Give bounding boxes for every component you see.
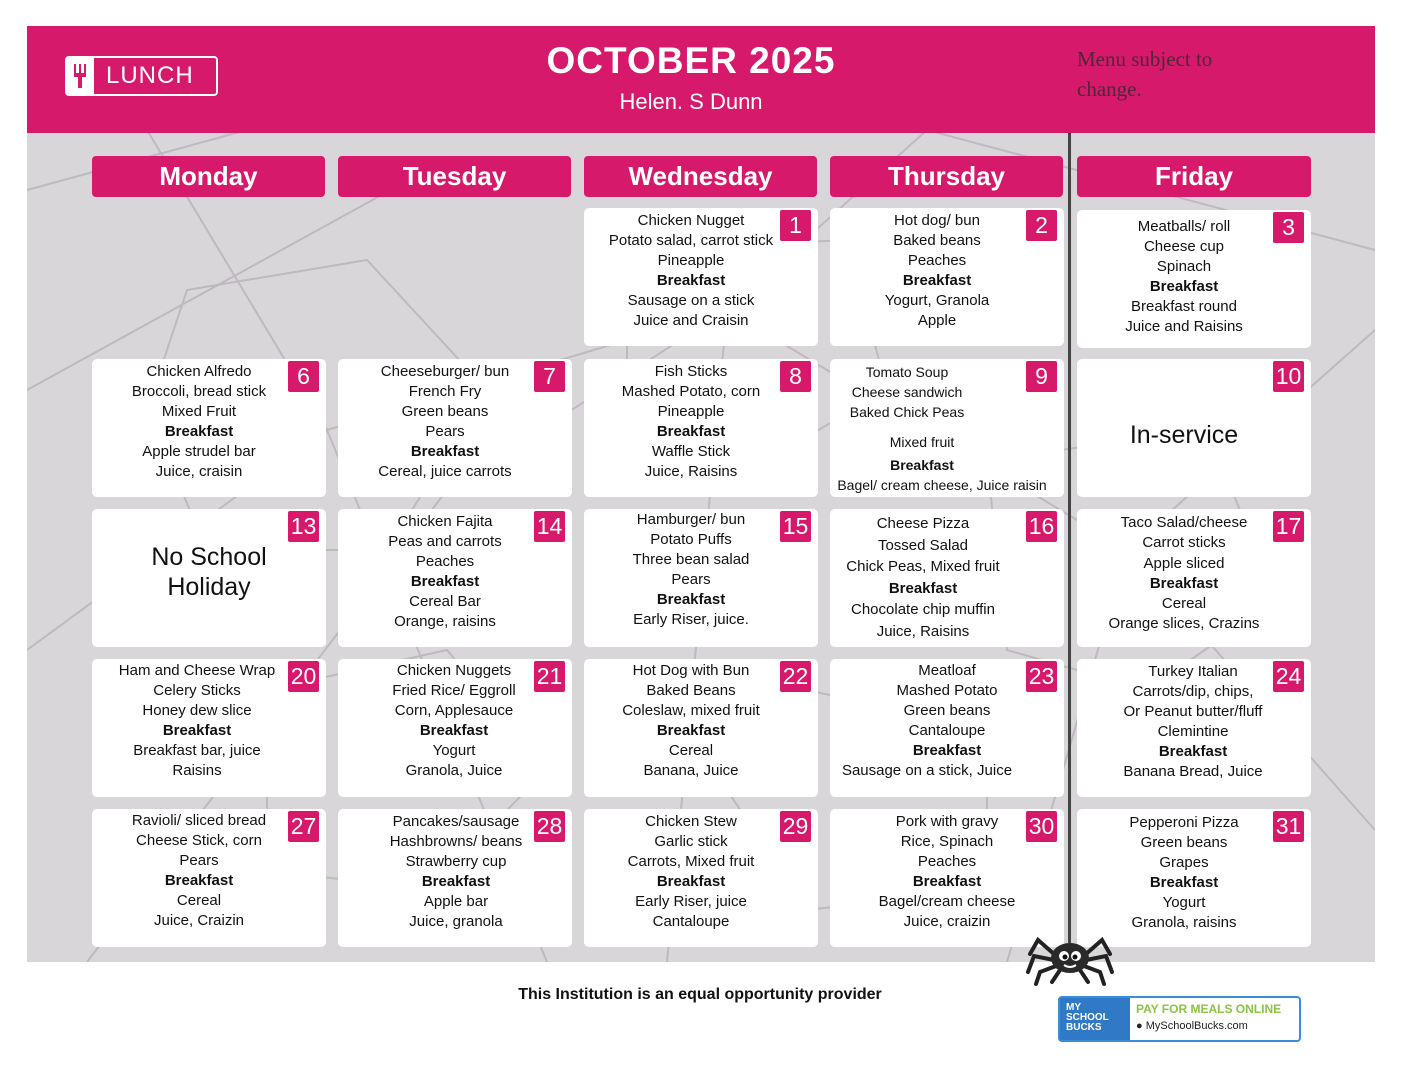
menu-line: Early Riser, juice	[635, 893, 747, 910]
menu-items	[584, 661, 798, 781]
logo-line: SCHOOL	[1066, 1012, 1109, 1023]
day-cell-21	[338, 659, 572, 797]
menu-line: Yogurt	[1162, 894, 1206, 911]
breakfast-heading: Breakfast	[1158, 743, 1228, 760]
menu-line: Pineapple	[657, 252, 725, 269]
menu-line: Yogurt, Granola	[884, 292, 990, 309]
breakfast-heading: Breakfast	[890, 457, 954, 473]
menu-line: Mixed Fruit	[161, 403, 237, 420]
menu-line: Early Riser, juice.	[633, 611, 749, 628]
menu-line: Carrots/dip, chips,	[1132, 683, 1254, 700]
menu-line: Banana Bread, Juice	[1123, 763, 1263, 780]
day-cell-2	[830, 208, 1064, 346]
breakfast-heading: Breakfast	[419, 722, 489, 739]
menu-line: Mashed Potato	[896, 682, 998, 699]
menu-line: Celery Sticks	[153, 682, 241, 699]
menu-line: Cantaloupe	[652, 913, 730, 930]
menu-line: Coleslaw, mixed fruit	[622, 702, 760, 719]
day-cell-23	[830, 659, 1064, 797]
breakfast-heading: Breakfast	[912, 873, 982, 890]
menu-line: Carrot sticks	[1142, 534, 1226, 552]
weekday-thursday: Thursday	[830, 156, 1063, 197]
myschoolbucks-text	[1130, 998, 1287, 1040]
breakfast-heading: Breakfast	[656, 272, 726, 289]
holiday-text: Holiday	[167, 573, 251, 601]
day-number: 31	[1273, 811, 1304, 842]
menu-line: Tossed Salad	[877, 536, 969, 554]
menu-line: Taco Salad/cheese	[1120, 514, 1248, 531]
menu-line: Chicken Nuggets	[396, 662, 512, 679]
menu-items	[584, 211, 798, 331]
day-cell-3	[1077, 210, 1311, 348]
menu-line: Cheeseburger/ bun	[380, 363, 510, 380]
day-number: 9	[1026, 361, 1057, 392]
menu-line: Peaches	[907, 252, 967, 269]
menu-line: Cheese Stick, corn	[136, 832, 262, 849]
menu-line: Sausage on a stick	[627, 292, 755, 309]
menu-line: Baked Beans	[646, 682, 736, 699]
menu-line: Waffle Stick	[651, 443, 731, 460]
menu-line: Pears	[179, 852, 219, 869]
menu-line: Garlic stick	[654, 833, 728, 850]
breakfast-heading: Breakfast	[888, 579, 958, 597]
day-cell-1	[584, 208, 818, 346]
menu-line: Chocolate chip muffin	[851, 601, 995, 618]
day-number: 14	[534, 511, 565, 542]
menu-line: Juice, Raisins	[644, 463, 738, 480]
day-number: 20	[288, 661, 319, 692]
menu-line: Juice, Craizin	[153, 912, 245, 929]
day-cell-28	[338, 809, 572, 947]
day-number: 13	[288, 511, 319, 542]
menu-line: Cheese Pizza	[876, 515, 970, 532]
day-cell-10	[1077, 359, 1311, 497]
menu-items	[830, 661, 1064, 781]
logo-line: BUCKS	[1066, 1022, 1102, 1033]
day-number: 8	[780, 361, 811, 392]
day-number: 29	[780, 811, 811, 842]
menu-line: Green beans	[1140, 834, 1228, 851]
menu-line: Juice, Raisins	[876, 622, 970, 640]
menu-line: Juice and Craisin	[633, 312, 749, 329]
day-number: 24	[1273, 661, 1304, 692]
menu-line: Or Peanut butter/fluff	[1123, 703, 1263, 720]
menu-line: Green beans	[401, 403, 489, 420]
menu-line: Fried Rice/ Eggroll	[392, 682, 516, 699]
day-cell-27	[92, 809, 326, 947]
menu-line: Ravioli/ sliced bread	[131, 812, 267, 829]
lunch-label: LUNCH	[106, 62, 194, 89]
breakfast-heading: Breakfast	[656, 722, 726, 739]
day-cell-16	[830, 509, 1064, 647]
menu-line: Honey dew slice	[142, 702, 252, 719]
menu-line: Chicken Fajita	[397, 513, 493, 530]
day-number: 3	[1273, 212, 1304, 243]
menu-line: Juice, craizin	[903, 913, 991, 930]
day-cell-22	[584, 659, 818, 797]
menu-items	[584, 812, 798, 932]
menu-line: Granola, raisins	[1131, 914, 1237, 931]
menu-line: Pancakes/sausage	[392, 813, 520, 830]
menu-line: Mixed fruit	[889, 434, 955, 450]
menu-line: Pepperoni Pizza	[1129, 814, 1239, 831]
menu-line: Banana, Juice	[643, 762, 739, 779]
menu-line: Baked Chick Peas	[849, 404, 965, 420]
menu-line: Pears	[425, 423, 465, 440]
menu-items	[338, 661, 570, 781]
menu-line: Fish Sticks	[654, 363, 728, 380]
logo-line: MY	[1066, 1002, 1081, 1013]
breakfast-heading: Breakfast	[656, 423, 726, 440]
menu-line: Chick Peas, Mixed fruit	[846, 558, 1000, 575]
menu-line: Cereal, juice carrots	[378, 463, 512, 480]
myschoolbucks-url[interactable]	[1136, 1020, 1281, 1032]
menu-line: Corn, Applesauce	[394, 702, 514, 719]
menu-line: Orange, raisins	[394, 613, 496, 630]
day-cell-13	[92, 509, 326, 647]
menu-items	[1077, 662, 1311, 782]
menu-line: Peaches	[917, 853, 977, 870]
menu-items	[830, 362, 1054, 495]
menu-items	[1077, 513, 1291, 635]
menu-line: French Fry	[408, 383, 482, 400]
menu-line: Clemintine	[1157, 723, 1229, 740]
menu-items	[830, 513, 1016, 642]
menu-line: Cereal	[668, 742, 714, 759]
menu-line: Juice, craisin	[155, 463, 243, 480]
menu-line: Cereal	[1161, 595, 1207, 613]
day-number: 28	[534, 811, 565, 842]
menu-items	[92, 362, 306, 482]
menu-line: Apple strudel bar	[142, 443, 256, 460]
spider-icon	[1024, 926, 1116, 988]
breakfast-heading: Breakfast	[162, 722, 232, 739]
day-cell-7	[338, 359, 572, 497]
menu-line: Bagel/cream cheese	[878, 893, 1016, 910]
menu-items	[92, 811, 306, 931]
weekday-tuesday: Tuesday	[338, 156, 571, 197]
day-number: 10	[1273, 361, 1304, 392]
breakfast-heading: Breakfast	[410, 573, 480, 590]
breakfast-heading: Breakfast	[656, 873, 726, 890]
menu-items	[338, 512, 552, 632]
day-number: 22	[780, 661, 811, 692]
menu-items	[584, 362, 798, 482]
menu-items	[1077, 217, 1291, 337]
equal-opportunity-statement: This Institution is an equal opportunity provider	[518, 986, 882, 1003]
menu-items	[92, 661, 302, 781]
menu-line: Pineapple	[657, 403, 725, 420]
menu-line: Chicken Nugget	[637, 212, 745, 229]
pointer-icon: ●	[1136, 1020, 1143, 1032]
header-banner	[27, 26, 1375, 133]
menu-line: Apple sliced	[1143, 554, 1225, 572]
menu-line: Cantaloupe	[908, 722, 986, 739]
menu-line: Apple	[917, 312, 957, 329]
day-cell-29	[584, 809, 818, 947]
menu-line: Granola, Juice	[405, 762, 503, 779]
breakfast-heading: Breakfast	[410, 443, 480, 460]
menu-line: Baked beans	[893, 232, 981, 249]
menu-line: Meatloaf	[918, 662, 976, 679]
menu-line: Cheese sandwich	[851, 384, 963, 400]
day-cell-24	[1077, 659, 1311, 797]
menu-line: Sausage on a stick, Juice	[841, 762, 1013, 779]
menu-line: Yogurt	[432, 742, 476, 759]
day-number: 1	[780, 210, 811, 241]
weekday-wednesday: Wednesday	[584, 156, 817, 197]
menu-line: Cereal	[176, 892, 222, 909]
menu-line: Rice, Spinach	[900, 833, 994, 850]
breakfast-heading: Breakfast	[1149, 278, 1219, 295]
day-number: 2	[1026, 210, 1057, 241]
menu-line: Turkey Italian	[1148, 663, 1238, 680]
myschoolbucks-logo	[1060, 998, 1130, 1040]
menu-items	[584, 510, 798, 630]
day-number: 15	[780, 511, 811, 542]
myschoolbucks-badge[interactable]	[1058, 996, 1301, 1042]
menu-line: Apple bar	[423, 893, 489, 910]
spider-thread	[1068, 133, 1071, 943]
menu-line: Breakfast round	[1131, 298, 1237, 315]
breakfast-heading: Breakfast	[164, 423, 234, 440]
breakfast-heading: Breakfast	[912, 742, 982, 759]
day-cell-17	[1077, 509, 1311, 647]
menu-line: Broccoli, bread stick	[131, 383, 267, 400]
menu-line: Grapes	[1159, 854, 1209, 871]
day-cell-14	[338, 509, 572, 647]
menu-line: Cereal Bar	[409, 593, 481, 610]
menu-items	[338, 362, 552, 482]
breakfast-heading: Breakfast	[1149, 874, 1219, 891]
menu-line: Chicken Stew	[645, 813, 737, 830]
menu-line: Peas and carrots	[388, 533, 502, 550]
menu-line: Hamburger/ bun	[636, 511, 746, 528]
menu-line: Ham and Cheese Wrap	[118, 662, 276, 679]
menu-line: Cheese cup	[1143, 238, 1225, 255]
menu-line: Peaches	[415, 553, 475, 570]
breakfast-heading: Breakfast	[656, 591, 726, 608]
breakfast-heading: Breakfast	[902, 272, 972, 289]
no-school-text: No School	[151, 543, 267, 571]
school-name: Helen. S Dunn	[619, 89, 763, 114]
menu-line: Carrots, Mixed fruit	[627, 853, 755, 870]
menu-line: Hot dog/ bun	[894, 212, 980, 229]
menu-line: Breakfast bar, juice	[133, 742, 261, 759]
menu-line: Three bean salad	[632, 551, 750, 568]
menu-line: Mashed Potato, corn	[621, 383, 761, 400]
menu-items	[830, 211, 1044, 331]
day-number: 6	[288, 361, 319, 392]
page-title: OCTOBER 2025	[546, 40, 836, 81]
menu-items	[1077, 813, 1291, 933]
day-cell-8	[584, 359, 818, 497]
day-number: 27	[288, 811, 319, 842]
day-number: 16	[1026, 511, 1057, 542]
menu-items	[830, 812, 1064, 932]
menu-line: Potato salad, carrot stick	[608, 232, 774, 249]
menu-line: Tomato Soup	[865, 364, 949, 380]
breakfast-heading: Breakfast	[164, 872, 234, 889]
menu-line: Raisins	[172, 762, 222, 779]
day-number: 23	[1026, 661, 1057, 692]
day-cell-9	[830, 359, 1064, 497]
menu-line: Green beans	[903, 702, 991, 719]
menu-items	[338, 812, 572, 932]
breakfast-heading: Breakfast	[1149, 574, 1219, 592]
menu-line: Orange slices, Crazins	[1108, 615, 1260, 633]
day-cell-15	[584, 509, 818, 647]
menu-note: Menu subject to change.	[1077, 47, 1213, 101]
menu-line: Meatballs/ roll	[1137, 218, 1231, 235]
menu-line: Bagel/ cream cheese, Juice raisin	[837, 477, 1047, 493]
menu-line: Potato Puffs	[650, 531, 732, 548]
day-number: 21	[534, 661, 565, 692]
url-text: MySchoolBucks.com	[1145, 1020, 1248, 1032]
day-number: 17	[1273, 511, 1304, 542]
day-number: 7	[534, 361, 565, 392]
weekday-friday: Friday	[1077, 156, 1311, 197]
menu-line: Spinach	[1156, 258, 1212, 275]
day-number: 30	[1026, 811, 1057, 842]
menu-line: Pork with gravy	[895, 813, 999, 830]
day-cell-6	[92, 359, 326, 497]
menu-line: Juice and Raisins	[1125, 318, 1243, 335]
menu-line: Hot Dog with Bun	[632, 662, 750, 679]
menu-line: Juice, granola	[409, 913, 503, 930]
menu-line: Chicken Alfredo	[146, 363, 252, 380]
menu-line: Pears	[671, 571, 711, 588]
weekday-monday: Monday	[92, 156, 325, 197]
in-service-text: In-service	[1129, 421, 1239, 449]
day-cell-20	[92, 659, 326, 797]
pay-online-label: PAY FOR MEALS ONLINE	[1136, 1002, 1282, 1016]
breakfast-heading: Breakfast	[421, 873, 491, 890]
menu-line: Strawberry cup	[405, 853, 507, 870]
menu-line: Hashbrowns/ beans	[389, 833, 523, 850]
